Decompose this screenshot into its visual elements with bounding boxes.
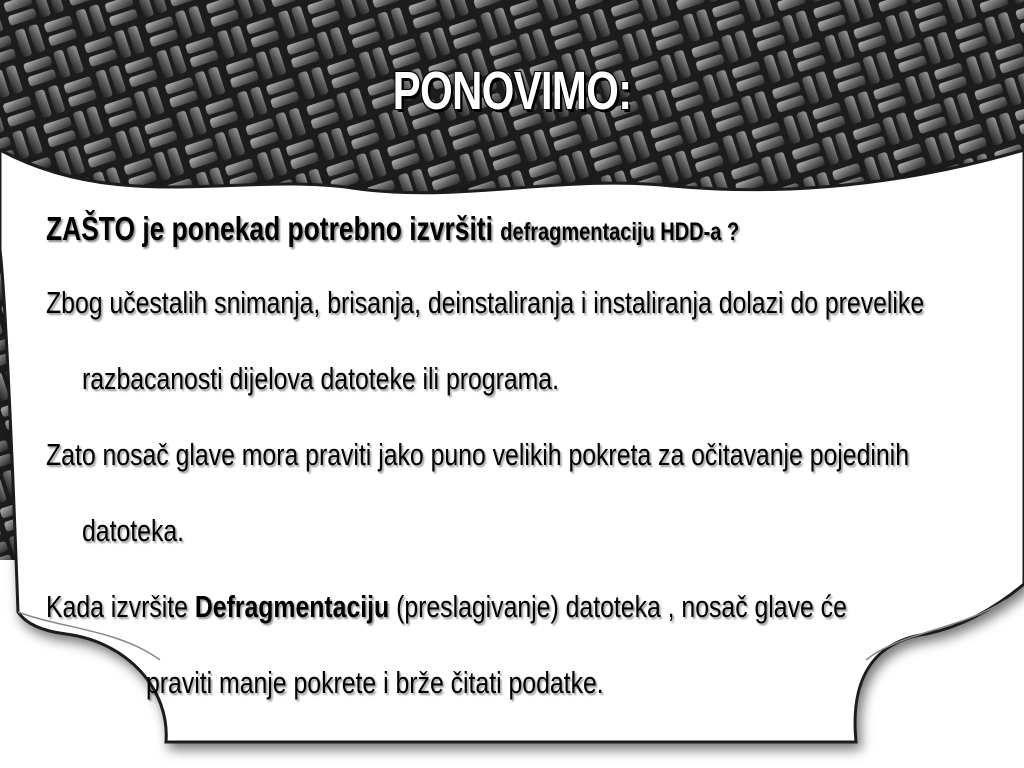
- question-main: ZAŠTO je ponekad potrebno izvršiti: [46, 210, 501, 247]
- paragraph-3-tail: praviti manje pokrete i brže čitati podatke.: [146, 665, 604, 700]
- paragraph-3-bold: Defragmentaciju: [194, 589, 390, 624]
- paragraph-2: Zato nosač glave mora praviti jako puno velikih pokreta za očitavanje pojedinih datoteka.: [46, 437, 909, 548]
- question-heading: [46, 196, 950, 265]
- slide-content: [46, 196, 950, 721]
- paragraph-3-after: (preslagivanje) datoteka , nosač glave će: [389, 589, 847, 624]
- paragraph-1: Zbog učestalih snimanja, brisanja, deinstaliranja i instaliranja dolazi do prevelike razbacanosti dijelova datoteke ili programa.: [46, 285, 925, 396]
- slide-title: PONOVIMO:: [392, 61, 632, 121]
- paragraph-3-before: Kada izvršite: [46, 589, 195, 624]
- paragraph-3: [46, 569, 950, 721]
- question-small: defragmentaciju HDD-a ?: [500, 218, 740, 246]
